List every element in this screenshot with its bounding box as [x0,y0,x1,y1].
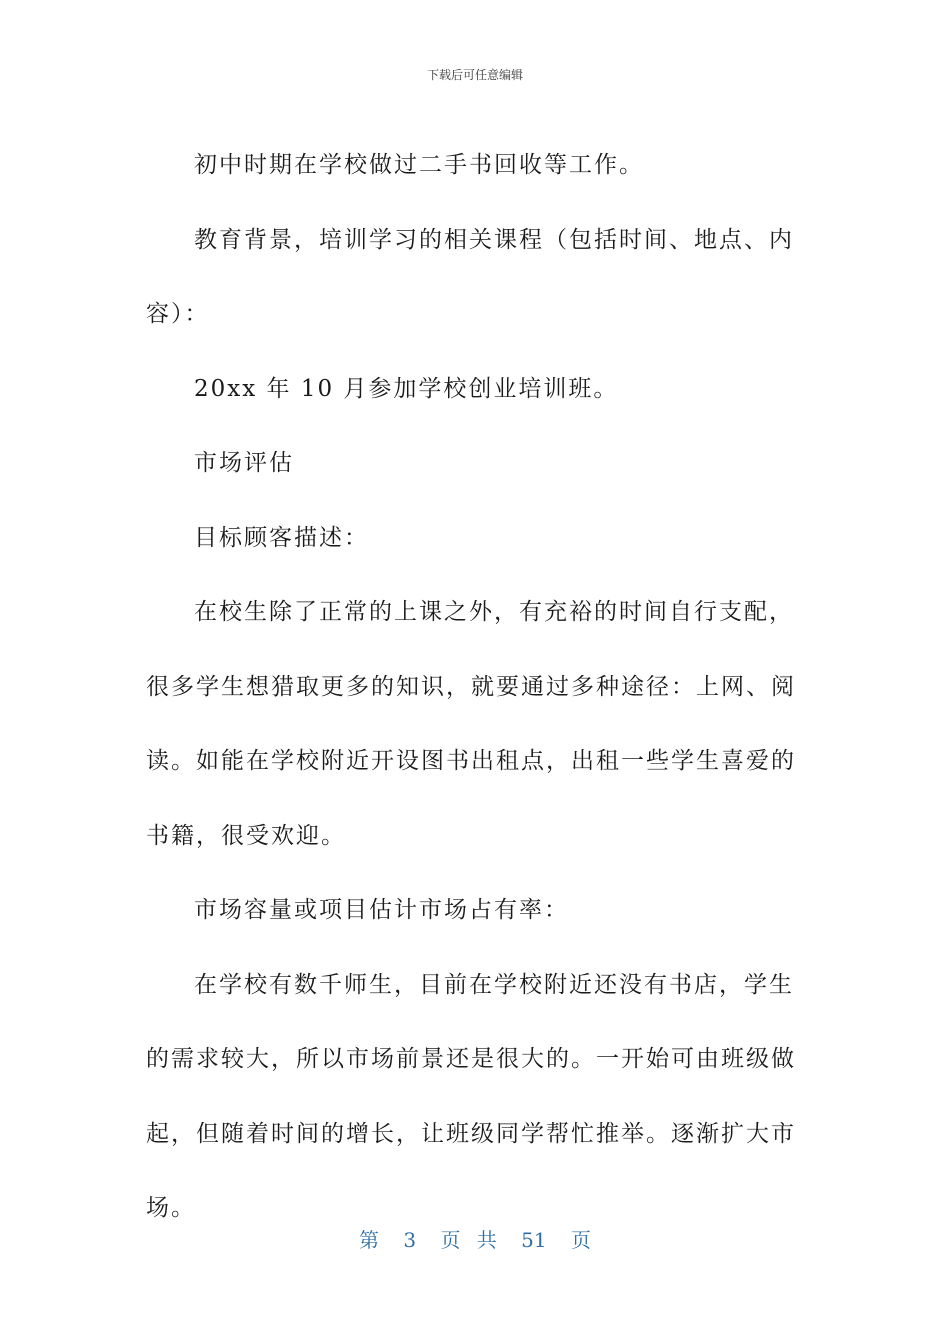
document-body [146,128,806,1246]
paragraph-education-heading: 教育背景，培训学习的相关课程（包括时间、地点、内容）： [146,226,794,327]
section-heading-market-evaluation: 市场评估 [194,450,294,476]
footer-mid: 页 共 [440,1228,497,1252]
paragraph-market-capacity: 在学校有数千师生，目前在学校附近还没有书店，学生的需求较大，所以市场前景还是很大的。一开始可由班级做起，但随着时间的增长，让班级同学帮忙推举。逐渐扩大市场。 [146,971,796,1221]
paragraph-training: 20xx 年 10 月参加学校创业培训班。 [194,375,619,402]
page-header-note: 下载后可任意编辑 [426,68,523,82]
footer-suffix: 页 [570,1228,591,1252]
paragraph-market-capacity-heading: 市场容量或项目估计市场占有率： [194,897,569,923]
paragraph-target-customers: 在校生除了正常的上课之外，有充裕的时间自行支配，很多学生想猎取更多的知识，就要通过多种途径：上网、阅读。如能在学校附近开设图书出租点，出租一些学生喜爱的书籍，很受欢迎。 [146,599,796,849]
paragraph-target-customers-heading: 目标顾客描述： [194,524,369,551]
footer-total-pages: 51 [521,1228,547,1252]
footer-prefix: 第 [359,1228,379,1252]
paragraph-work-experience: 初中时期在学校做过二手书回收等工作。 [194,152,644,178]
footer-current-page: 3 [403,1228,417,1252]
page-footer [0,1224,950,1253]
